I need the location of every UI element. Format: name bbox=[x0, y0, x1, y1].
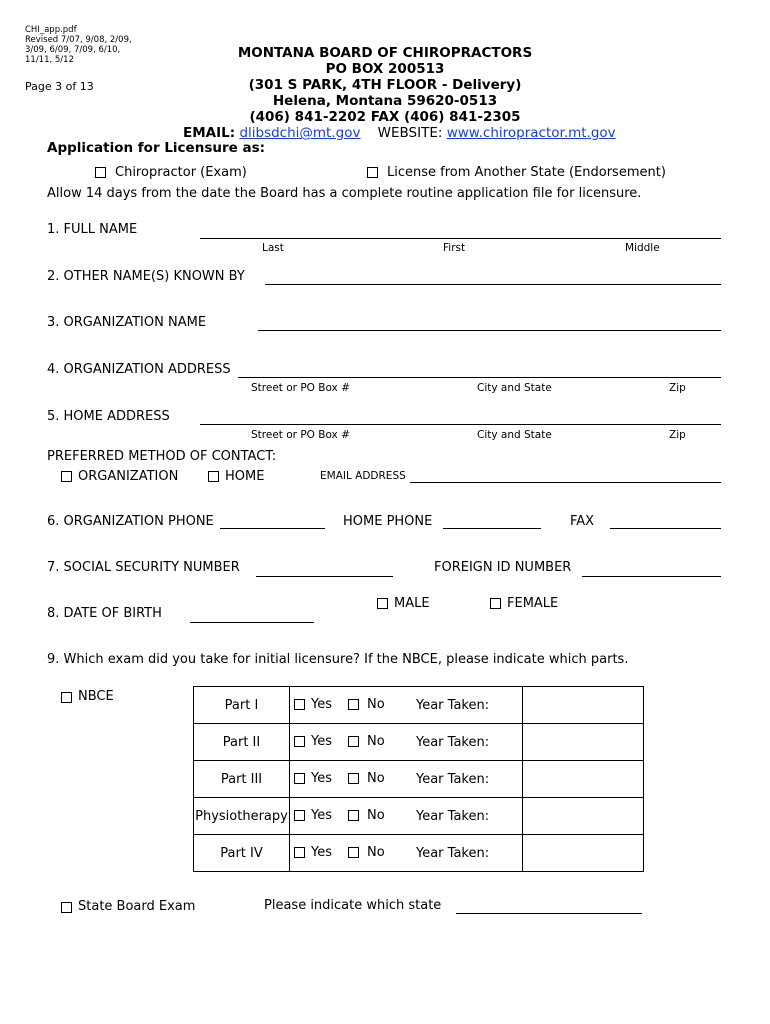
male-label: MALE bbox=[394, 596, 430, 611]
endorsement-checkbox[interactable] bbox=[367, 167, 378, 178]
no-label: No bbox=[367, 771, 385, 786]
foreign-id-label: FOREIGN ID NUMBER bbox=[434, 560, 572, 575]
po-box: PO BOX 200513 bbox=[325, 61, 445, 77]
full-name-label: 1. FULL NAME bbox=[47, 222, 138, 237]
yes-no-cell bbox=[290, 687, 393, 724]
home-zip-caption: Zip bbox=[669, 429, 686, 441]
yes-label: Yes bbox=[311, 808, 332, 823]
page-number: Page 3 of 13 bbox=[25, 80, 94, 93]
org-phone-line[interactable] bbox=[220, 528, 325, 529]
file-name: CHI_app.pdf bbox=[25, 25, 77, 35]
website-label: WEBSITE: bbox=[377, 125, 443, 141]
email-label: EMAIL: bbox=[183, 125, 236, 141]
revision-line-1: Revised 7/07, 9/08, 2/09, bbox=[25, 35, 132, 45]
exam-row bbox=[194, 687, 644, 724]
home-street-caption: Street or PO Box # bbox=[251, 429, 350, 441]
org-name-line[interactable] bbox=[258, 330, 721, 331]
state-board-checkbox[interactable] bbox=[61, 902, 72, 913]
exam-row bbox=[194, 835, 644, 872]
exam-row bbox=[194, 724, 644, 761]
city-state: Helena, Montana 59620-0513 bbox=[272, 93, 498, 109]
application-title: Application for Licensure as: bbox=[47, 140, 266, 156]
year-taken-field[interactable] bbox=[522, 724, 643, 761]
website-link[interactable]: www.chiropractor.mt.gov bbox=[446, 125, 616, 141]
exam-part-label: Physiotherapy bbox=[194, 798, 290, 835]
female-label: FEMALE bbox=[507, 596, 559, 611]
name-middle-caption: Middle bbox=[625, 242, 660, 254]
year-taken-label: Year Taken: bbox=[392, 835, 522, 872]
org-name-label: 3. ORGANIZATION NAME bbox=[47, 315, 207, 330]
home-phone-line[interactable] bbox=[443, 528, 541, 529]
nbce-parts-table bbox=[193, 686, 644, 872]
year-taken-field[interactable] bbox=[522, 835, 643, 872]
state-board-label: State Board Exam bbox=[78, 899, 196, 914]
nbce-label: NBCE bbox=[78, 689, 114, 704]
year-taken-label: Year Taken: bbox=[392, 724, 522, 761]
year-taken-label: Year Taken: bbox=[392, 761, 522, 798]
yes-no-cell bbox=[290, 835, 393, 872]
org-address-label: 4. ORGANIZATION ADDRESS bbox=[47, 362, 231, 377]
exam-row bbox=[194, 798, 644, 835]
org-address-line[interactable] bbox=[238, 377, 721, 378]
ssn-label: 7. SOCIAL SECURITY NUMBER bbox=[47, 560, 240, 575]
phone-fax: (406) 841-2202 FAX (406) 841-2305 bbox=[249, 109, 521, 125]
no-label: No bbox=[367, 808, 385, 823]
exam-question: 9. Which exam did you take for initial licensure? If the NBCE, please indicate which parts. bbox=[47, 652, 629, 667]
email-address-line[interactable] bbox=[410, 482, 721, 483]
fax-line[interactable] bbox=[610, 528, 721, 529]
nbce-checkbox[interactable] bbox=[61, 692, 72, 703]
state-line[interactable] bbox=[456, 913, 642, 914]
contact-organization-checkbox[interactable] bbox=[61, 471, 72, 482]
contact-home-checkbox[interactable] bbox=[208, 471, 219, 482]
home-address-line[interactable] bbox=[200, 424, 721, 425]
yes-checkbox[interactable] bbox=[294, 810, 305, 821]
year-taken-field[interactable] bbox=[522, 687, 643, 724]
no-checkbox[interactable] bbox=[348, 810, 359, 821]
revision-line-3: 11/11, 5/12 bbox=[25, 55, 74, 65]
foreign-id-line[interactable] bbox=[582, 576, 721, 577]
year-taken-label: Year Taken: bbox=[392, 798, 522, 835]
org-zip-caption: Zip bbox=[669, 382, 686, 394]
exam-part-label: Part III bbox=[194, 761, 290, 798]
exam-row bbox=[194, 761, 644, 798]
chiropractor-exam-checkbox[interactable] bbox=[95, 167, 106, 178]
contact-line bbox=[183, 125, 616, 141]
home-address-label: 5. HOME ADDRESS bbox=[47, 409, 170, 424]
yes-no-cell bbox=[290, 798, 393, 835]
name-last-caption: Last bbox=[262, 242, 284, 254]
fax-label: FAX bbox=[570, 514, 595, 529]
org-street-caption: Street or PO Box # bbox=[251, 382, 350, 394]
yes-no-cell bbox=[290, 761, 393, 798]
revision-line-2: 3/09, 6/09, 7/09, 6/10, bbox=[25, 45, 121, 55]
yes-label: Yes bbox=[311, 697, 332, 712]
year-taken-field[interactable] bbox=[522, 798, 643, 835]
other-names-line[interactable] bbox=[265, 284, 721, 285]
contact-method-label: PREFERRED METHOD OF CONTACT: bbox=[47, 449, 277, 464]
state-indicate-label: Please indicate which state bbox=[264, 898, 442, 913]
delivery-address: (301 S PARK, 4TH FLOOR - Delivery) bbox=[248, 77, 522, 93]
yes-checkbox[interactable] bbox=[294, 699, 305, 710]
endorsement-label: License from Another State (Endorsement) bbox=[387, 165, 666, 180]
dob-label: 8. DATE OF BIRTH bbox=[47, 606, 162, 621]
no-checkbox[interactable] bbox=[348, 847, 359, 858]
exam-part-label: Part IV bbox=[194, 835, 290, 872]
male-checkbox[interactable] bbox=[377, 598, 388, 609]
no-label: No bbox=[367, 734, 385, 749]
exam-part-label: Part I bbox=[194, 687, 290, 724]
other-names-label: 2. OTHER NAME(S) KNOWN BY bbox=[47, 269, 245, 284]
yes-label: Yes bbox=[311, 771, 332, 786]
contact-organization-label: ORGANIZATION bbox=[78, 469, 179, 484]
year-taken-field[interactable] bbox=[522, 761, 643, 798]
board-name: MONTANA BOARD OF CHIROPRACTORS bbox=[237, 45, 533, 61]
yes-label: Yes bbox=[311, 845, 332, 860]
contact-home-label: HOME bbox=[225, 469, 265, 484]
yes-no-cell bbox=[290, 724, 393, 761]
yes-checkbox[interactable] bbox=[294, 847, 305, 858]
yes-checkbox[interactable] bbox=[294, 773, 305, 784]
no-checkbox[interactable] bbox=[348, 699, 359, 710]
ssn-line[interactable] bbox=[256, 576, 393, 577]
yes-checkbox[interactable] bbox=[294, 736, 305, 747]
no-checkbox[interactable] bbox=[348, 773, 359, 784]
home-city-caption: City and State bbox=[477, 429, 552, 441]
female-checkbox[interactable] bbox=[490, 598, 501, 609]
org-phone-label: 6. ORGANIZATION PHONE bbox=[47, 514, 214, 529]
name-first-caption: First bbox=[443, 242, 466, 254]
no-checkbox[interactable] bbox=[348, 736, 359, 747]
yes-label: Yes bbox=[311, 734, 332, 749]
full-name-line[interactable] bbox=[200, 238, 721, 239]
dob-line[interactable] bbox=[190, 622, 314, 623]
chiropractor-exam-label: Chiropractor (Exam) bbox=[115, 165, 247, 180]
no-label: No bbox=[367, 697, 385, 712]
year-taken-label: Year Taken: bbox=[392, 687, 522, 724]
org-city-caption: City and State bbox=[477, 382, 552, 394]
exam-part-label: Part II bbox=[194, 724, 290, 761]
email-link[interactable]: dlibsdchi@mt.gov bbox=[239, 125, 361, 141]
no-label: No bbox=[367, 845, 385, 860]
processing-notice: Allow 14 days from the date the Board has a complete routine application file for licensure. bbox=[47, 186, 642, 201]
email-address-label: EMAIL ADDRESS bbox=[320, 470, 406, 482]
home-phone-label: HOME PHONE bbox=[343, 514, 433, 529]
